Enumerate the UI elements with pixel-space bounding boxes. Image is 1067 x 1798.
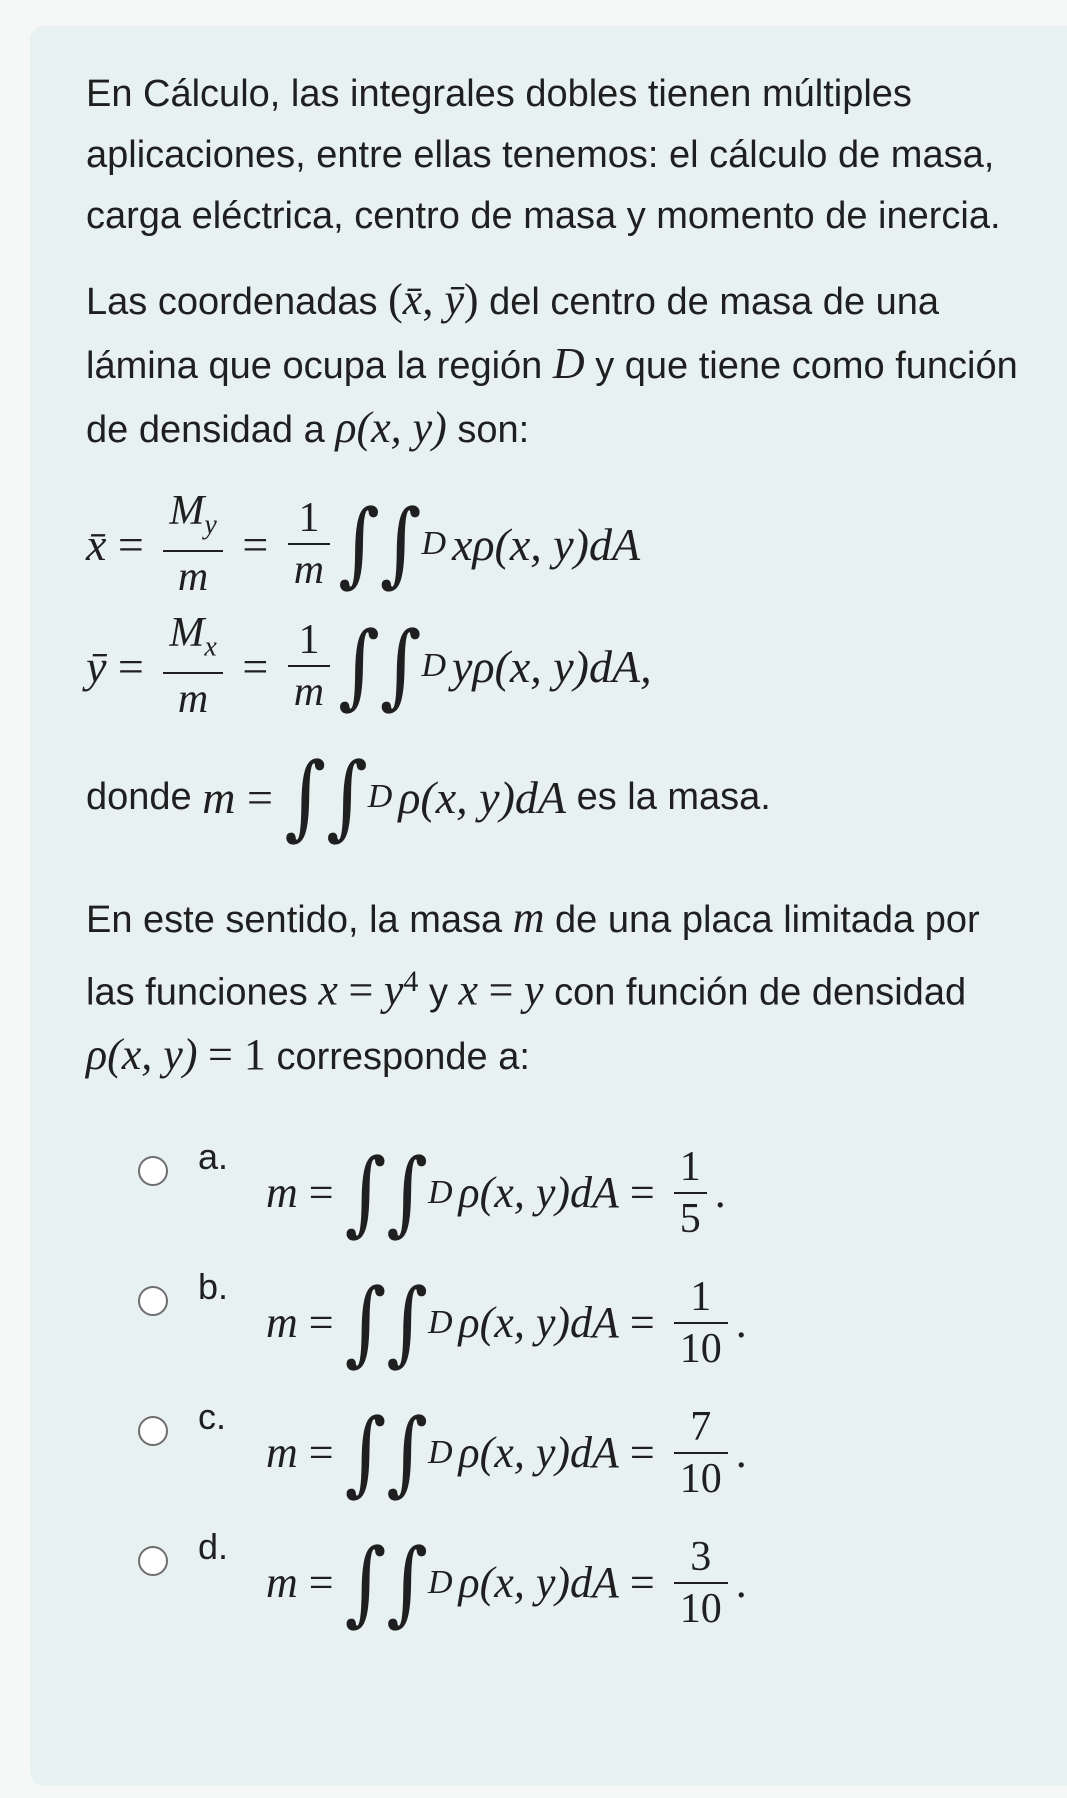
question-card [30, 26, 1067, 1786]
mass-definition: donde m = ∫∫ D ρ(x, y)dA es la masa. [86, 742, 771, 850]
math-rho: ρ(x, y) [335, 403, 447, 452]
problem-text: En este sentido, la masa m de una placa limitada por las funciones $x = y^4$ y x = y con función de densidad ρ(x, y) = 1 corresponde a: [86, 893, 980, 1079]
intro-text: En Cálculo, las integrales dobles tienen múltiples aplicaciones, entre ellas tenemos: el cálculo de masa, carga eléctrica, centro de masa y momento de inercia. [86, 73, 1001, 237]
math-coords: (x̄, ȳ) [388, 275, 479, 324]
formula-xbar: x̄ = $\frac{M_y}{m}$ = $\frac{1}{m}$ ∫∫ D xρ(x, y)dA [86, 487, 641, 601]
option-d[interactable]: d. m = ∫∫ D ρ(x, y)dA = $\frac{3}{10}$ . [86, 1518, 1027, 1648]
radio-button[interactable] [138, 1416, 168, 1446]
radio-button[interactable] [138, 1546, 168, 1576]
option-a[interactable]: a. m = ∫∫ D ρ(x, y)dA = $\frac{1}{5}$ . [86, 1128, 1027, 1258]
option-c[interactable]: c. m = ∫∫ D ρ(x, y)dA = $\frac{7}{10}$ . [86, 1388, 1027, 1518]
radio-button[interactable] [138, 1156, 168, 1186]
option-b[interactable]: b. m = ∫∫ D ρ(x, y)dA = $\frac{1}{10}$ . [86, 1258, 1027, 1388]
formula-ybar: ȳ = $\frac{M_x}{m}$ = $\frac{1}{m}$ ∫∫ D yρ(x, y)dA, [86, 609, 652, 723]
math-region-D: D [552, 339, 585, 388]
options-list [86, 1128, 1027, 1648]
radio-button[interactable] [138, 1286, 168, 1316]
center-of-mass-text: Las coordenadas (x̄, ȳ) del centro de masa de una lámina que ocupa la región D y que tiene como función de densidad a ρ(x, y) son: [86, 275, 1018, 452]
